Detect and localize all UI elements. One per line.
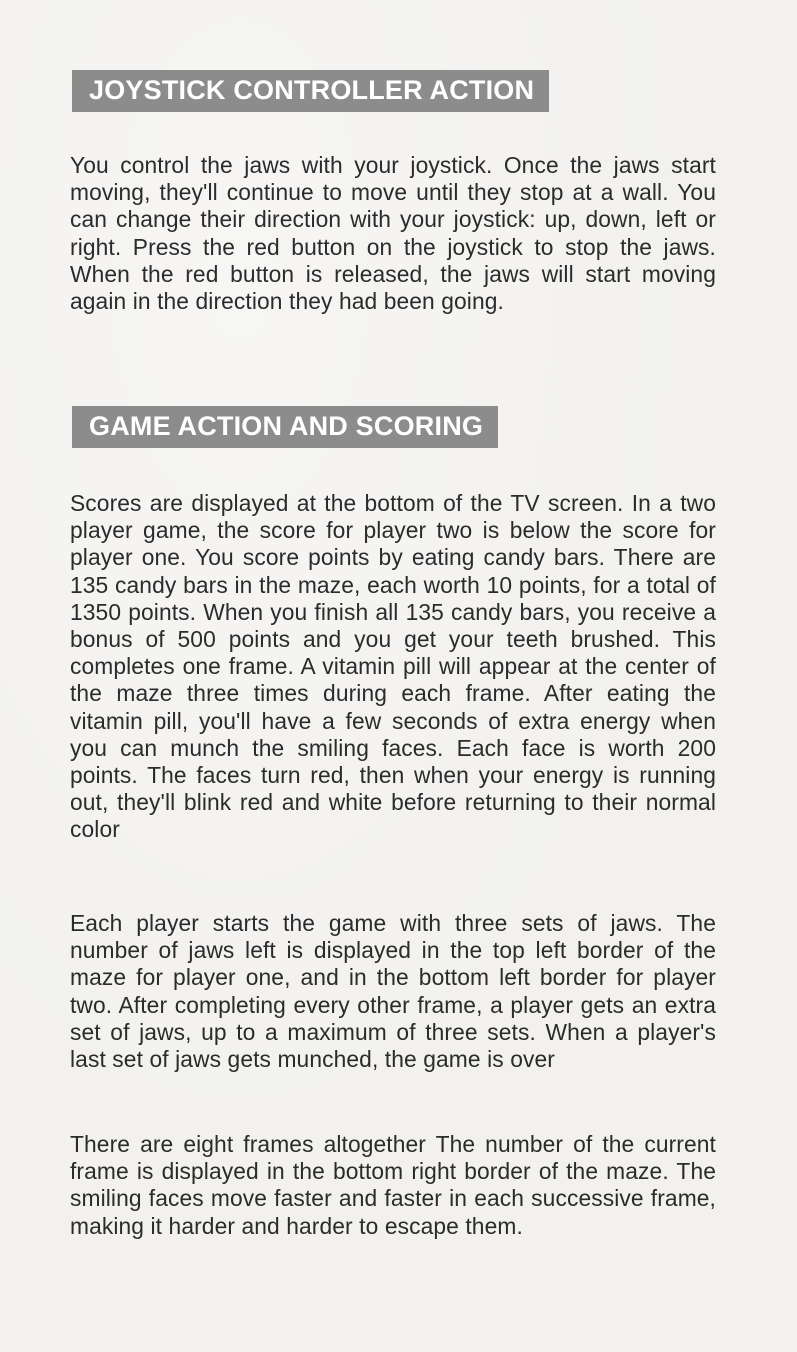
section-heading-joystick-controller-action: JOYSTICK CONTROLLER ACTION	[72, 70, 549, 112]
paragraph-joystick-controls: You control the jaws with your joystick. Once the jaws start moving, they'll continue to move until they stop at a wall. You can change their direction with your joystick: up, down, left or right. Press the red button on the joystick to stop the jaws. When the red button is released, the jaws will start moving again in the direction they had been going.	[70, 152, 716, 315]
paragraph-frames: There are eight frames altogether The number of the current frame is displayed in the bottom right border of the maze. The smiling faces move faster and faster in each successive frame, making it harder and harder to escape them.	[70, 1131, 716, 1239]
section-heading-game-action-and-scoring: GAME ACTION AND SCORING	[72, 406, 498, 448]
paragraph-jaws-lives: Each player starts the game with three sets of jaws. The number of jaws left is displayed in the top left border of the maze for player one, and in the bottom left border for player two. After completing every other frame, a player gets an extra set of jaws, up to a maximum of three sets. When a player's last set of jaws gets munched, the game is over	[70, 910, 716, 1073]
paragraph-scoring: Scores are displayed at the bottom of the TV screen. In a two player game, the score for player two is below the score for player one. You score points by eating candy bars. There are 135 candy bars in the maze, each worth 10 points, for a total of 1350 points. When you finish all 135 candy bars, you receive a bonus of 500 points and you get your teeth brushed. This completes one frame. A vitamin pill will appear at the center of the maze three times during each frame. After eating the vitamin pill, you'll have a few seconds of extra energy when you can munch the smiling faces. Each face is worth 200 points. The faces turn red, then when your energy is running out, they'll blink red and white before returning to their normal color	[70, 490, 716, 843]
